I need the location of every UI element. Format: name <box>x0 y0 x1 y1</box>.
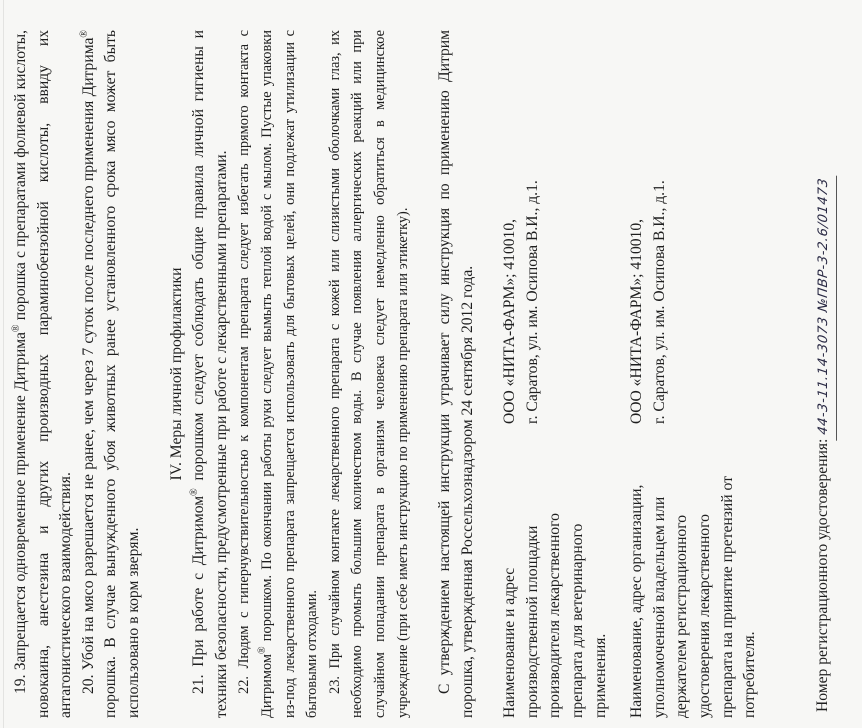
paragraph-21-end: порошком следует соблюдать общие правила личной гигиены и техники безопасности, предусмотренные при работе с лекарственными препаратами. <box>190 30 230 718</box>
paragraph-22-start: 22. Людям с гиперчувствительностью к компонентам препарата следует избегать прямого контакта с Дитримом <box>236 30 275 718</box>
claims-organization-label: Наименование, адрес организации, уполномоченной владельцем или держателем регистрационного удостоверения лекарственного препарата на принятие претензий от потребителя. <box>628 476 759 718</box>
manufacturer-site-address: г. Саратов, ул. им. Осипова В.И., д.1. <box>523 180 541 424</box>
claims-organization-address: г. Саратов, ул. им. Осипова В.И., д.1. <box>650 180 668 424</box>
paragraph-20-start: 20. Убой на мясо разрешается не ранее, чем через 7 суток после последнего применения Дитрима <box>79 37 97 694</box>
paragraph-20 <box>78 30 146 718</box>
approval-paragraph: С утверждением настоящей инструкции утрачивает силу инструкция по применению Дитрим порошка, утвержденная Россельхознадзором 24 сентября 2012 года. <box>436 30 476 718</box>
spacer <box>479 30 499 718</box>
claims-organization-name: ООО «НИТА-ФАРМ»; 410010, <box>628 218 646 424</box>
table-row <box>499 30 612 718</box>
paragraph-19-start: 19. Запрещается одновременное применение Дитрима <box>12 332 29 694</box>
manufacturer-info-table <box>499 30 762 718</box>
manufacturer-site-label: Наименование и адрес производственной площадки производителя лекарственного препарата для ветеринарного применения. <box>501 513 609 718</box>
registered-mark: ® <box>78 30 90 38</box>
paragraph-20-end: порошка. В случае вынужденного убоя животных ранее установленного срока мясо может быть использовано в корм зверям. <box>102 30 142 718</box>
manufacturer-site-value <box>499 30 612 442</box>
paragraph-23: 23. При случайном контакте лекарственного препарата с кожей или слизистыми оболочками глаз, их необходимо промыть большим количеством воды. В случае появления аллергических реакций или при случайном попадании препарата в организм человека следует немедленно обратиться в медицинское учреждение (при себе иметь инструкцию по применению препарата или этикетку). <box>326 30 411 718</box>
row-spacer <box>612 30 626 718</box>
claims-organization-value <box>626 30 762 442</box>
spacer <box>146 30 166 718</box>
registration-number-label: Номер регистрационного удостоверения: <box>813 438 831 712</box>
spacer <box>414 30 434 718</box>
paragraph-21 <box>188 30 233 718</box>
paragraph-21-start: 21. При работе с Дитримом <box>190 495 208 694</box>
paragraph-19 <box>10 30 78 718</box>
section-4-title: IV. Меры личной профилактики <box>167 267 185 481</box>
registered-mark: ® <box>10 324 22 333</box>
paragraph-22-end: порошком. По окончании работы руки следует вымыть теплой водой с мылом. Пустые упаковки из-под лекарственного препарата запрещается использовать для бытовых целей, они подлежат утилизации с бытовыми отходами. <box>258 30 321 718</box>
manufacturer-site-name: ООО «НИТА-ФАРМ»; 410010, <box>501 218 519 424</box>
registered-mark: ® <box>188 488 200 496</box>
paragraph-19-end: порошка с препаратами фолиевой кислоты, новокаина, анестезина и других производных параминобензойной кислоты, ввиду их антагонистического взаимодействия. <box>12 29 75 718</box>
document-body <box>10 30 836 718</box>
paragraph-22 <box>233 30 323 718</box>
registration-number-line <box>812 30 837 718</box>
table-row <box>626 30 762 718</box>
registration-number-handwritten: 44-3-11.14-3073 №ПВР-3-2.6/01473 <box>813 172 837 440</box>
registered-mark: ® <box>257 646 269 654</box>
